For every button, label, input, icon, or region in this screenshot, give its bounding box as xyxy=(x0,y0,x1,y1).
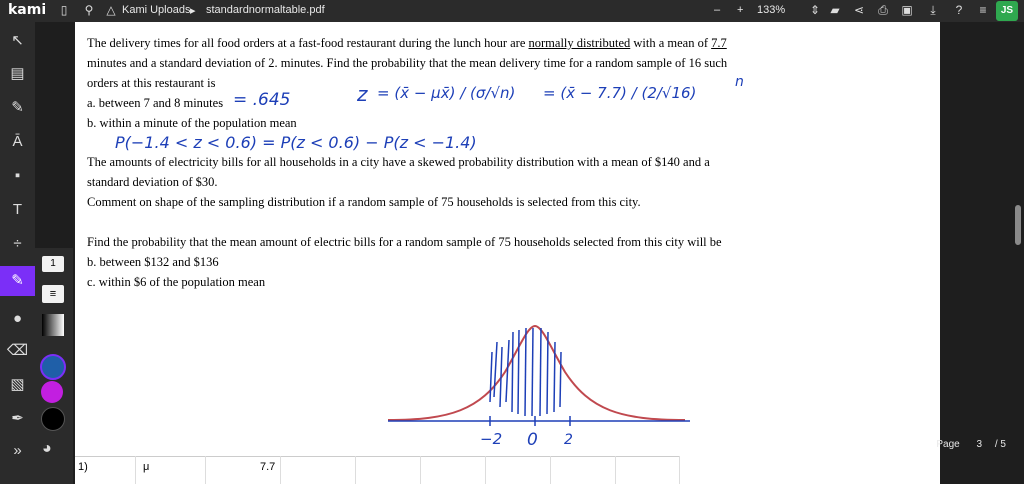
file-name[interactable]: standardnormaltable.pdf xyxy=(206,4,325,16)
p2-line2: standard deviation of $30. xyxy=(87,175,218,189)
help-icon[interactable]: ? xyxy=(955,3,963,17)
folder-icon[interactable]: ▰ xyxy=(830,3,840,17)
expand-toolbar-icon[interactable]: » xyxy=(13,442,22,459)
axis-label-2: 2 xyxy=(564,432,573,448)
sidebar-toggle-icon[interactable]: ▯ xyxy=(60,3,68,17)
avatar[interactable]: JS xyxy=(996,1,1018,21)
page-indicator xyxy=(936,439,1006,450)
print-icon[interactable]: ⎙ xyxy=(878,3,888,17)
shapes-tool-icon[interactable]: ● xyxy=(12,310,23,327)
p2-line1: The amounts of electricity bills for all households in a city have a skewed probability distribution with a mean of $140 and a xyxy=(87,155,710,169)
opacity-slider[interactable] xyxy=(42,314,64,336)
vertical-scrollbar[interactable] xyxy=(1015,205,1021,245)
handwritten-n: n xyxy=(735,74,744,90)
zoom-level[interactable]: 133% xyxy=(757,4,786,16)
palette-icon[interactable]: ◕ xyxy=(42,440,52,457)
page-total: / 5 xyxy=(994,439,1006,450)
eraser-tool-icon[interactable]: ⌫ xyxy=(6,342,29,359)
zoom-in-button[interactable]: + xyxy=(737,4,744,16)
comment-tool-icon[interactable]: ▪ xyxy=(14,167,21,184)
handwritten-z: z xyxy=(357,82,368,106)
image-tool-icon[interactable]: ▧ xyxy=(10,376,25,393)
select-tool-icon[interactable]: ↖ xyxy=(11,32,24,49)
drive-icon: △ xyxy=(106,3,116,17)
color-swatch-black[interactable] xyxy=(41,407,65,431)
left-toolbar xyxy=(0,22,35,484)
annotate-tool-icon[interactable]: ▤ xyxy=(10,65,25,82)
p2-line3: Comment on shape of the sampling distribution if a random sample of 75 households is selected from this city. xyxy=(87,195,641,209)
pen-style-icon[interactable]: ≡ xyxy=(42,285,64,303)
p1-part-b: b. within a minute of the population mean xyxy=(87,116,297,130)
data-table xyxy=(75,456,680,484)
breadcrumb-root[interactable]: Kami Uploads xyxy=(122,4,191,16)
highlighter-tool-icon[interactable]: ✎ xyxy=(11,99,24,116)
menu-icon[interactable]: ≡ xyxy=(979,3,987,17)
breadcrumb-separator: ▸ xyxy=(190,5,196,17)
kami-logo[interactable]: kami xyxy=(8,2,47,18)
save-icon[interactable]: ▣ xyxy=(901,3,913,17)
text-tool-icon[interactable]: T xyxy=(12,201,23,218)
handwritten-answer-a: = .645 xyxy=(233,90,291,110)
p3-line1: Find the probability that the mean amount of electric bills for a random sample of 75 households selected from this city will be xyxy=(87,235,722,249)
color-swatch-blue[interactable] xyxy=(40,354,66,380)
text-markup-tool-icon[interactable]: Ā xyxy=(12,133,23,150)
table-row-number: 1) xyxy=(78,461,88,473)
color-swatch-magenta[interactable] xyxy=(41,381,63,403)
handwritten-z-formula: = (x̄ − μx̄) / (σ/√n) xyxy=(377,84,516,102)
pdf-page[interactable] xyxy=(75,22,940,484)
normal-curve-line xyxy=(388,326,685,420)
table-label-mu: μ xyxy=(143,461,150,473)
p3-part-c: c. within $6 of the population mean xyxy=(87,275,266,289)
equation-tool-icon[interactable]: ÷ xyxy=(13,235,22,252)
normal-curve-sketch xyxy=(380,302,700,452)
p3-part-b: b. between $132 and $136 xyxy=(87,255,219,269)
p1-line2: minutes and a standard deviation of 2. minutes. Find the probability that the mean delivery time for a random sample of 16 such xyxy=(87,56,728,70)
handwritten-probability: P(−1.4 < z < 0.6) = P(z < 0.6) − P(z < −1.4) xyxy=(115,133,477,152)
pen-tool-icon[interactable]: ✎ xyxy=(0,266,35,296)
table-value-mu: 7.7 xyxy=(260,461,276,473)
page-label: Page xyxy=(936,439,960,450)
axis-label-0: 0 xyxy=(527,430,538,450)
download-icon[interactable]: ⤓ xyxy=(930,3,936,17)
handwritten-z-substituted: = (x̄ − 7.7) / (2/√16) xyxy=(543,84,697,102)
chevron-updown-icon[interactable]: ⇕ xyxy=(809,3,821,17)
shaded-area-strokes xyxy=(490,328,561,416)
page-current[interactable]: 3 xyxy=(976,439,983,450)
signature-tool-icon[interactable]: ✒ xyxy=(11,410,24,427)
pen-palette xyxy=(35,248,73,484)
pen-size-select[interactable]: 1 xyxy=(42,256,64,272)
top-bar xyxy=(0,0,1024,22)
p1-line3: orders at this restaurant is xyxy=(87,76,216,90)
p1-line1: The delivery times for all food orders at a fast-food restaurant during the lunch hour are normally distributed with a mean of 7.7 xyxy=(87,36,727,50)
search-icon[interactable]: ⚲ xyxy=(84,3,94,17)
axis-label-minus-2: −2 xyxy=(480,430,503,448)
p1-part-a: a. between 7 and 8 minutes xyxy=(87,96,224,110)
zoom-out-button[interactable]: – xyxy=(714,4,721,16)
share-icon[interactable]: ⋖ xyxy=(853,3,865,17)
